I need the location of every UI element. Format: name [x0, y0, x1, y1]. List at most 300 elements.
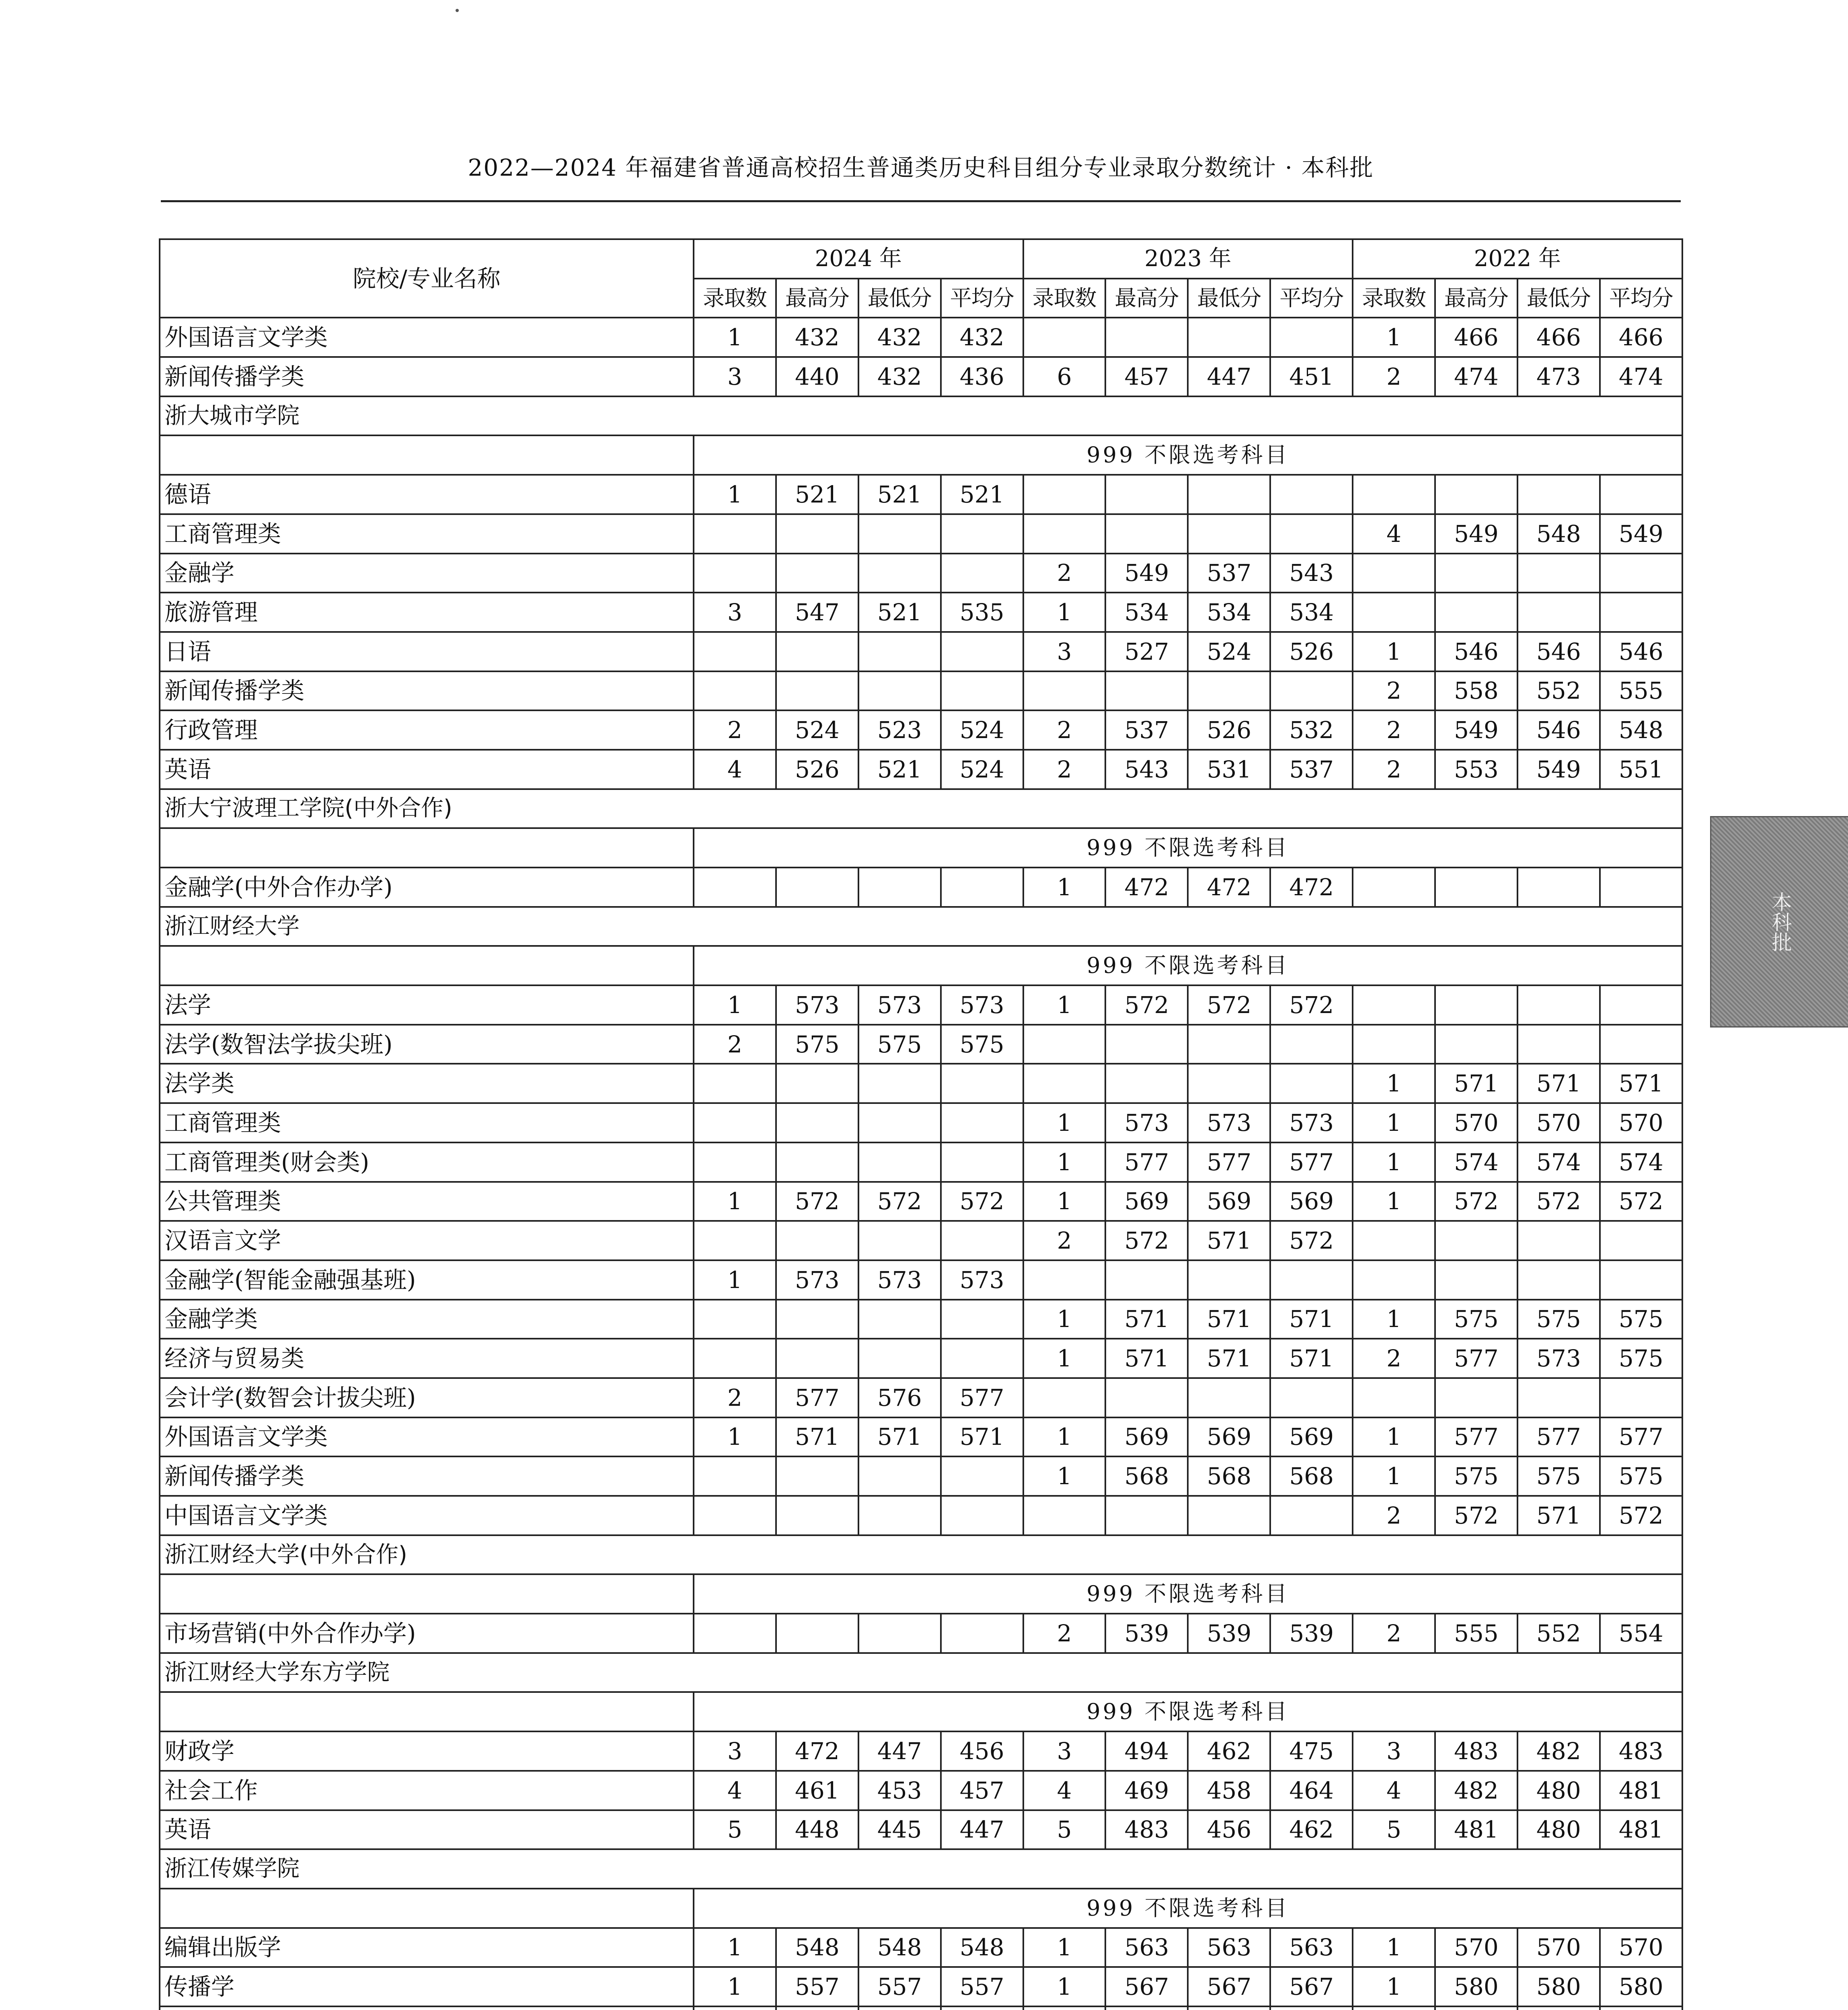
- cell-max: [776, 1142, 858, 1182]
- cell-count: 1: [1023, 593, 1106, 632]
- cell-max: 557: [776, 1967, 858, 2006]
- cell-count: [1023, 1260, 1106, 1300]
- cell-avg: 574: [1600, 1142, 1682, 1182]
- cell-count: 2: [694, 1025, 776, 1064]
- major-row: [160, 671, 1682, 711]
- major-row: [160, 1142, 1682, 1182]
- cell-avg: [1270, 1260, 1353, 1300]
- cell-min: [858, 632, 941, 671]
- major-row: [160, 1928, 1682, 1967]
- cell-min: 572: [1517, 1182, 1600, 1221]
- cell-avg: 555: [1600, 671, 1682, 711]
- cell-count: 1: [694, 475, 776, 514]
- cell-min: 480: [1517, 1771, 1600, 1810]
- subject-requirement-row: [160, 828, 1682, 868]
- cell-count: 3: [694, 1731, 776, 1771]
- cell-avg: [1270, 318, 1353, 357]
- cell-count: 1: [694, 318, 776, 357]
- cell-min: 521: [858, 475, 941, 514]
- subject-requirement-row: [160, 946, 1682, 985]
- cell-avg: [1270, 475, 1353, 514]
- cell-min: 531: [1188, 750, 1270, 789]
- major-name: 新闻传播学类: [160, 1456, 694, 1496]
- cell-max: 567: [1105, 1967, 1188, 2006]
- cell-max: 472: [776, 1731, 858, 1771]
- major-name: 金融学: [160, 554, 694, 593]
- cell-min: 563: [1188, 1928, 1270, 1967]
- cell-avg: 575: [1600, 1300, 1682, 1339]
- cell-min: 571: [1517, 1064, 1600, 1103]
- cell-max: [776, 554, 858, 593]
- cell-count: 1: [1353, 1182, 1435, 1221]
- cell-avg: [1600, 1221, 1682, 1260]
- cell-max: 549: [1435, 710, 1517, 750]
- major-name: 英语: [160, 750, 694, 789]
- school-row: [160, 396, 1682, 436]
- column-header-max: 最高分: [1435, 279, 1517, 318]
- cell-avg: 521: [941, 475, 1023, 514]
- major-name: 汉语言文学: [160, 1221, 694, 1260]
- column-header-max: 最高分: [776, 279, 858, 318]
- cell-max: [776, 671, 858, 711]
- cell-count: [694, 2006, 776, 2010]
- major-name: 经济与贸易类: [160, 1339, 694, 1378]
- major-name: 外国语言文学类: [160, 1417, 694, 1457]
- cell-max: [1435, 868, 1517, 907]
- cell-count: 1: [1353, 1417, 1435, 1457]
- cell-count: 1: [1023, 1339, 1106, 1378]
- cell-min: 472: [1188, 868, 1270, 907]
- cell-min: 572: [1188, 985, 1270, 1025]
- cell-max: [776, 1221, 858, 1260]
- cell-min: [1188, 1260, 1270, 1300]
- cell-min: 447: [1188, 357, 1270, 396]
- cell-max: 568: [1105, 1456, 1188, 1496]
- cell-min: 549: [1517, 750, 1600, 789]
- cell-avg: 569: [1270, 1182, 1353, 1221]
- cell-avg: 575: [1600, 1339, 1682, 1378]
- cell-max: 575: [1435, 1456, 1517, 1496]
- cell-avg: 580: [1600, 1967, 1682, 2006]
- column-header-name: 院校/专业名称: [160, 239, 694, 318]
- admission-score-table: [159, 238, 1683, 2010]
- cell-max: 537: [1105, 710, 1188, 750]
- major-name: 传播学: [160, 1967, 694, 2006]
- cell-min: 571: [858, 1417, 941, 1457]
- column-header-count: 录取数: [1353, 279, 1435, 318]
- cell-min: 456: [1188, 1810, 1270, 1850]
- cell-count: [694, 868, 776, 907]
- cell-count: 2: [1353, 1614, 1435, 1653]
- cell-count: 2: [694, 1378, 776, 1417]
- cell-max: [1435, 475, 1517, 514]
- cell-avg: 569: [1270, 1417, 1353, 1457]
- cell-count: [694, 1142, 776, 1182]
- cell-count: 1: [1353, 1103, 1435, 1142]
- cell-max: 546: [1435, 632, 1517, 671]
- cell-max: 577: [1435, 1339, 1517, 1378]
- cell-min: 576: [858, 1378, 941, 1417]
- cell-avg: [941, 1496, 1023, 1535]
- empty-cell: [160, 435, 694, 475]
- cell-min: 546: [1517, 710, 1600, 750]
- subject-requirement-row: [160, 1889, 1682, 1928]
- cell-count: 1: [1023, 1300, 1106, 1339]
- cell-min: 537: [1188, 554, 1270, 593]
- column-header-min: 最低分: [1517, 279, 1600, 318]
- cell-min: 482: [1517, 1731, 1600, 1771]
- cell-count: 2: [1353, 671, 1435, 711]
- cell-avg: 481: [1600, 1810, 1682, 1850]
- cell-min: [1188, 1025, 1270, 1064]
- major-row: [160, 868, 1682, 907]
- cell-max: 466: [1435, 318, 1517, 357]
- cell-count: [694, 1064, 776, 1103]
- cell-min: 568: [1188, 1456, 1270, 1496]
- cell-count: 3: [694, 593, 776, 632]
- cell-min: 524: [1188, 632, 1270, 671]
- cell-max: 571: [1435, 1064, 1517, 1103]
- cell-max: [776, 1339, 858, 1378]
- cell-min: 447: [858, 1731, 941, 1771]
- cell-avg: 572: [941, 1182, 1023, 1221]
- cell-min: 569: [1188, 1182, 1270, 1221]
- major-row: [160, 1025, 1682, 1064]
- school-name: 浙大城市学院: [160, 396, 1682, 436]
- column-header-year-2024: 2024 年: [694, 239, 1023, 279]
- cell-max: [776, 2006, 858, 2010]
- cell-min: [1517, 1025, 1600, 1064]
- cell-avg: [1270, 671, 1353, 711]
- section-side-tab: [1710, 816, 1848, 1028]
- cell-max: 577: [1435, 1417, 1517, 1457]
- cell-min: 577: [1188, 1142, 1270, 1182]
- subject-requirement: 999 不限选考科目: [694, 435, 1682, 475]
- cell-min: [1188, 318, 1270, 357]
- cell-count: 1: [1023, 1103, 1106, 1142]
- table-header: [160, 239, 1682, 318]
- cell-max: 571: [1105, 1339, 1188, 1378]
- cell-avg: 456: [941, 1731, 1023, 1771]
- cell-avg: 575: [1600, 1456, 1682, 1496]
- cell-avg: 572: [1600, 1496, 1682, 1535]
- cell-avg: 567: [1270, 1967, 1353, 2006]
- cell-max: 474: [1435, 357, 1517, 396]
- cell-avg: [1600, 593, 1682, 632]
- cell-min: 432: [858, 318, 941, 357]
- major-row: [160, 554, 1682, 593]
- cell-max: 570: [1435, 1928, 1517, 1967]
- major-name: 市场营销(中外合作办学): [160, 1614, 694, 1653]
- major-name: 工商管理类: [160, 514, 694, 554]
- cell-max: 534: [1105, 593, 1188, 632]
- cell-min: [1188, 475, 1270, 514]
- cell-max: 440: [776, 357, 858, 396]
- cell-count: 1: [694, 1182, 776, 1221]
- column-header-count: 录取数: [694, 279, 776, 318]
- cell-avg: 554: [1600, 1614, 1682, 1653]
- cell-avg: 577: [1270, 1142, 1353, 1182]
- cell-min: 432: [858, 357, 941, 396]
- cell-max: 574: [1435, 1142, 1517, 1182]
- cell-avg: 570: [1600, 1928, 1682, 1967]
- cell-avg: [1270, 1378, 1353, 1417]
- major-row: [160, 318, 1682, 357]
- empty-cell: [160, 828, 694, 868]
- cell-avg: 573: [941, 985, 1023, 1025]
- major-name: [160, 2006, 694, 2010]
- cell-min: 575: [1517, 1300, 1600, 1339]
- cell-count: 1: [694, 1967, 776, 2006]
- cell-min: 526: [1188, 710, 1270, 750]
- cell-count: [1353, 985, 1435, 1025]
- cell-count: [1023, 514, 1106, 554]
- cell-avg: 532: [1270, 710, 1353, 750]
- cell-avg: 577: [941, 1378, 1023, 1417]
- header-divider: [161, 200, 1681, 202]
- cell-min: [1517, 1221, 1600, 1260]
- cell-count: 2: [1023, 554, 1106, 593]
- cell-min: 453: [858, 1771, 941, 1810]
- cell-max: 481: [1435, 1810, 1517, 1850]
- cell-avg: 577: [1600, 1417, 1682, 1457]
- cell-max: 494: [1105, 1731, 1188, 1771]
- cell-max: 553: [1435, 750, 1517, 789]
- cell-count: [1353, 2006, 1435, 2010]
- cell-avg: 548: [1600, 710, 1682, 750]
- major-name: 金融学(智能金融强基班): [160, 1260, 694, 1300]
- major-name: 外国语言文学类: [160, 318, 694, 357]
- cell-count: [1023, 1496, 1106, 1535]
- major-name: 中国语言文学类: [160, 1496, 694, 1535]
- cell-avg: 432: [941, 318, 1023, 357]
- cell-avg: 462: [1270, 1810, 1353, 1850]
- cell-count: 1: [694, 1260, 776, 1300]
- cell-min: [858, 1142, 941, 1182]
- major-row: [160, 710, 1682, 750]
- cell-count: 4: [1023, 1771, 1106, 1810]
- cell-min: 445: [858, 1810, 941, 1850]
- cell-max: 575: [1435, 1300, 1517, 1339]
- cell-max: [776, 1103, 858, 1142]
- major-row: [160, 1496, 1682, 1535]
- cell-min: [1517, 554, 1600, 593]
- school-row: [160, 1849, 1682, 1889]
- column-header-year-2022: 2022 年: [1353, 239, 1682, 279]
- cell-avg: 546: [1600, 632, 1682, 671]
- major-row: [160, 632, 1682, 671]
- cell-min: [1188, 1064, 1270, 1103]
- major-name: 新闻传播学类: [160, 357, 694, 396]
- major-name: 德语: [160, 475, 694, 514]
- major-row: [160, 1771, 1682, 1810]
- cell-avg: 534: [1270, 593, 1353, 632]
- cell-count: [694, 1300, 776, 1339]
- cell-count: 3: [1023, 632, 1106, 671]
- cell-avg: [941, 1456, 1023, 1496]
- cell-avg: [1270, 1064, 1353, 1103]
- cell-count: 1: [1023, 1417, 1106, 1457]
- column-header-max: 最高分: [1105, 279, 1188, 318]
- cell-max: [776, 868, 858, 907]
- cell-max: 572: [1105, 1221, 1188, 1260]
- cell-min: 571: [1188, 1221, 1270, 1260]
- major-row: [160, 750, 1682, 789]
- page-title: 2022—2024 年福建省普通高校招生普通类历史科目组分专业录取分数统计 · 本科批: [468, 154, 1374, 181]
- cell-max: 573: [1105, 1103, 1188, 1142]
- cell-min: 539: [1188, 1614, 1270, 1653]
- cell-avg: [941, 514, 1023, 554]
- cell-avg: 481: [1600, 1771, 1682, 1810]
- cell-avg: [1270, 1496, 1353, 1535]
- cell-count: [694, 632, 776, 671]
- subject-requirement: 999 不限选考科目: [694, 1574, 1682, 1614]
- cell-max: 432: [776, 318, 858, 357]
- cell-count: [1353, 1260, 1435, 1300]
- school-row: [160, 1535, 1682, 1575]
- column-header-min: 最低分: [858, 279, 941, 318]
- major-name: 日语: [160, 632, 694, 671]
- cell-count: 1: [1023, 1967, 1106, 2006]
- major-row: [160, 1339, 1682, 1378]
- cell-avg: 568: [1270, 1456, 1353, 1496]
- cell-avg: 543: [1270, 554, 1353, 593]
- cell-avg: 572: [1600, 1182, 1682, 1221]
- school-row: [160, 907, 1682, 946]
- subject-requirement: 999 不限选考科目: [694, 828, 1682, 868]
- cell-count: 4: [694, 1771, 776, 1810]
- cell-min: 521: [858, 750, 941, 789]
- cell-min: 570: [1517, 1103, 1600, 1142]
- cell-count: 1: [694, 1928, 776, 1967]
- cell-count: [1353, 868, 1435, 907]
- empty-cell: [160, 946, 694, 985]
- cell-avg: [941, 1142, 1023, 1182]
- cell-max: 577: [776, 1378, 858, 1417]
- cell-count: 2: [1353, 1496, 1435, 1535]
- cell-min: 580: [1517, 1967, 1600, 2006]
- cell-max: [776, 1300, 858, 1339]
- cell-max: 469: [1105, 1771, 1188, 1810]
- major-name: 法学: [160, 985, 694, 1025]
- cell-avg: 572: [1270, 1221, 1353, 1260]
- cell-count: [694, 1221, 776, 1260]
- column-header-avg: 平均分: [1600, 279, 1682, 318]
- cell-max: 563: [1105, 1928, 1188, 1967]
- empty-cell: [160, 1692, 694, 1731]
- major-row: [160, 1064, 1682, 1103]
- cell-avg: 436: [941, 357, 1023, 396]
- cell-avg: [1600, 1378, 1682, 1417]
- school-row: [160, 1653, 1682, 1692]
- major-row: [160, 1300, 1682, 1339]
- cell-min: [1188, 671, 1270, 711]
- cell-max: 539: [1105, 1614, 1188, 1653]
- cell-count: 1: [1353, 1300, 1435, 1339]
- cell-min: 480: [1517, 1810, 1600, 1850]
- cell-max: 571: [1105, 1300, 1188, 1339]
- school-name: 浙江财经大学(中外合作): [160, 1535, 1682, 1575]
- cell-min: 577: [1517, 1417, 1600, 1457]
- major-row: [160, 475, 1682, 514]
- cell-min: [858, 514, 941, 554]
- cell-max: 572: [776, 1182, 858, 1221]
- major-name: 社会工作: [160, 1771, 694, 1810]
- cell-avg: [941, 1103, 1023, 1142]
- cell-count: 4: [694, 750, 776, 789]
- cell-count: 1: [694, 985, 776, 1025]
- school-row: [160, 789, 1682, 829]
- major-name: 行政管理: [160, 710, 694, 750]
- cell-max: 472: [1105, 868, 1188, 907]
- cell-max: [776, 1064, 858, 1103]
- cell-max: 569: [1105, 1182, 1188, 1221]
- cell-min: 548: [858, 1928, 941, 1967]
- cell-avg: [1270, 1025, 1353, 1064]
- cell-max: 572: [1105, 985, 1188, 1025]
- cell-min: 546: [1517, 632, 1600, 671]
- header-row-years: [160, 239, 1682, 279]
- cell-max: 558: [1435, 671, 1517, 711]
- cell-avg: 539: [1270, 1614, 1353, 1653]
- cell-max: 549: [1105, 554, 1188, 593]
- cell-min: 557: [858, 1967, 941, 2006]
- cell-avg: 571: [1270, 1339, 1353, 1378]
- cell-count: 2: [1023, 1614, 1106, 1653]
- cell-avg: 573: [941, 1260, 1023, 1300]
- major-row: [160, 2006, 1682, 2010]
- cell-min: 571: [1517, 1496, 1600, 1535]
- cell-avg: 457: [941, 1771, 1023, 1810]
- major-row: [160, 985, 1682, 1025]
- cell-min: [858, 1300, 941, 1339]
- cell-count: 4: [1353, 514, 1435, 554]
- cell-avg: 447: [941, 1810, 1023, 1850]
- scan-speck: [456, 9, 459, 12]
- cell-max: [1435, 1378, 1517, 1417]
- cell-count: 3: [694, 357, 776, 396]
- cell-avg: [1600, 475, 1682, 514]
- subject-requirement: 999 不限选考科目: [694, 1889, 1682, 1928]
- cell-min: 534: [1188, 593, 1270, 632]
- cell-min: 573: [858, 985, 941, 1025]
- cell-min: [858, 554, 941, 593]
- cell-count: 1: [694, 1417, 776, 1457]
- column-header-count: 录取数: [1023, 279, 1106, 318]
- major-row: [160, 1103, 1682, 1142]
- cell-avg: 535: [941, 593, 1023, 632]
- cell-avg: [1270, 514, 1353, 554]
- major-row: [160, 1378, 1682, 1417]
- cell-count: [1353, 593, 1435, 632]
- cell-min: 575: [1517, 1456, 1600, 1496]
- major-name: 工商管理类(财会类): [160, 1142, 694, 1182]
- cell-avg: 472: [1270, 868, 1353, 907]
- cell-count: 1: [1023, 1142, 1106, 1182]
- cell-count: 2: [1023, 750, 1106, 789]
- cell-avg: 571: [941, 1417, 1023, 1457]
- cell-min: [858, 1614, 941, 1653]
- cell-max: 573: [776, 1260, 858, 1300]
- cell-avg: 575: [941, 1025, 1023, 1064]
- cell-count: [694, 514, 776, 554]
- cell-avg: [941, 1300, 1023, 1339]
- cell-min: 548: [1517, 514, 1600, 554]
- cell-min: [1517, 1378, 1600, 1417]
- cell-min: [1188, 1378, 1270, 1417]
- column-header-min: 最低分: [1188, 279, 1270, 318]
- cell-max: [1105, 671, 1188, 711]
